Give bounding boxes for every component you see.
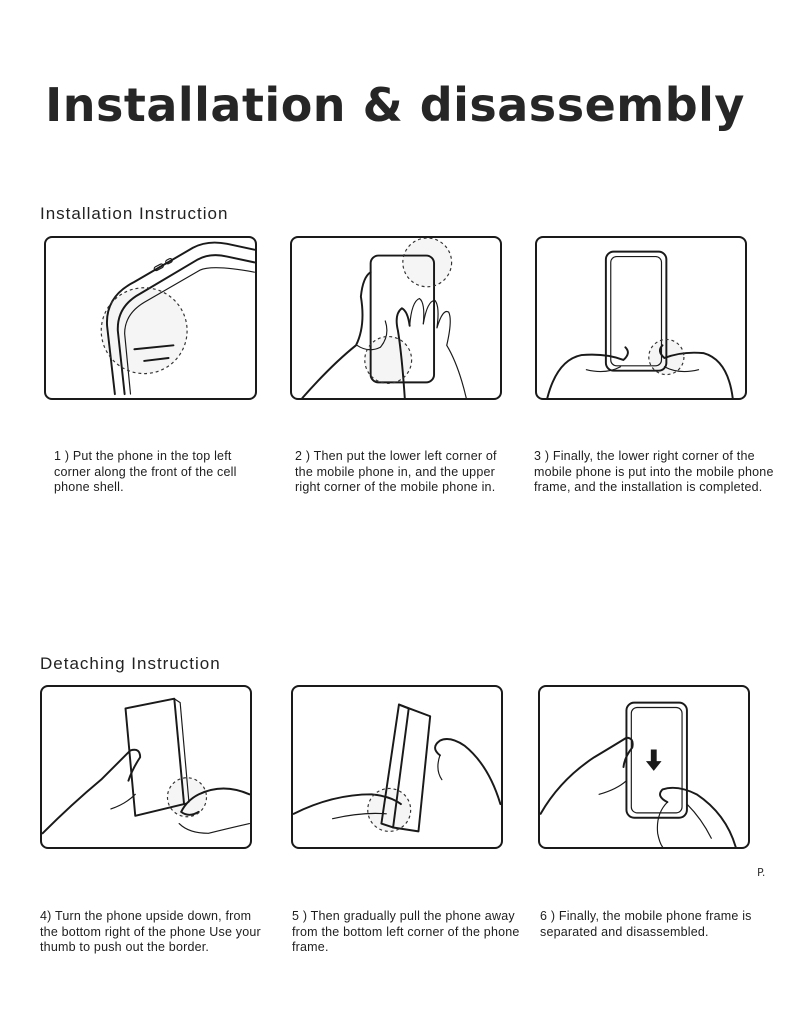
hands-insert-lower-right-icon <box>537 238 745 398</box>
installation-step-1-caption: 1 ) Put the phone in the top left corner along the front of the cell phone shell. <box>54 449 237 494</box>
installation-step-3-illustration <box>535 236 747 400</box>
installation-step-3-caption: 3 ) Finally, the lower right corner of the mobile phone is put into the mobile phone frame, and the installation is completed. <box>534 449 774 494</box>
installation-step-2-illustration <box>290 236 502 400</box>
detaching-step-5-illustration <box>291 685 503 849</box>
corner-mark: P. <box>757 866 766 879</box>
installation-step-1-illustration <box>44 236 257 400</box>
detaching-step-4-caption: 4) Turn the phone upside down, from the bottom right of the phone Use your thumb to push out the border. <box>40 909 261 954</box>
thumb-push-border-icon <box>42 687 250 847</box>
installation-step-2-caption: 2 ) Then put the lower left corner of the mobile phone in, and the upper right corner of the mobile phone in. <box>295 449 497 494</box>
page-title: Installation & disassembly <box>45 78 745 132</box>
hands-insert-lower-left-icon <box>292 238 500 398</box>
detaching-step-6-caption: 6 ) Finally, the mobile phone frame is separated and disassembled. <box>540 909 752 939</box>
installation-heading: Installation Instruction <box>40 204 229 223</box>
frame-separated-icon <box>540 687 748 847</box>
detaching-step-4-illustration <box>40 685 252 849</box>
detaching-step-5-caption: 5 ) Then gradually pull the phone away from the bottom left corner of the phone frame. <box>292 909 520 954</box>
pull-phone-away-icon <box>293 687 501 847</box>
phone-corner-insert-icon <box>46 238 255 398</box>
detaching-heading: Detaching Instruction <box>40 654 221 673</box>
detaching-step-6-illustration <box>538 685 750 849</box>
